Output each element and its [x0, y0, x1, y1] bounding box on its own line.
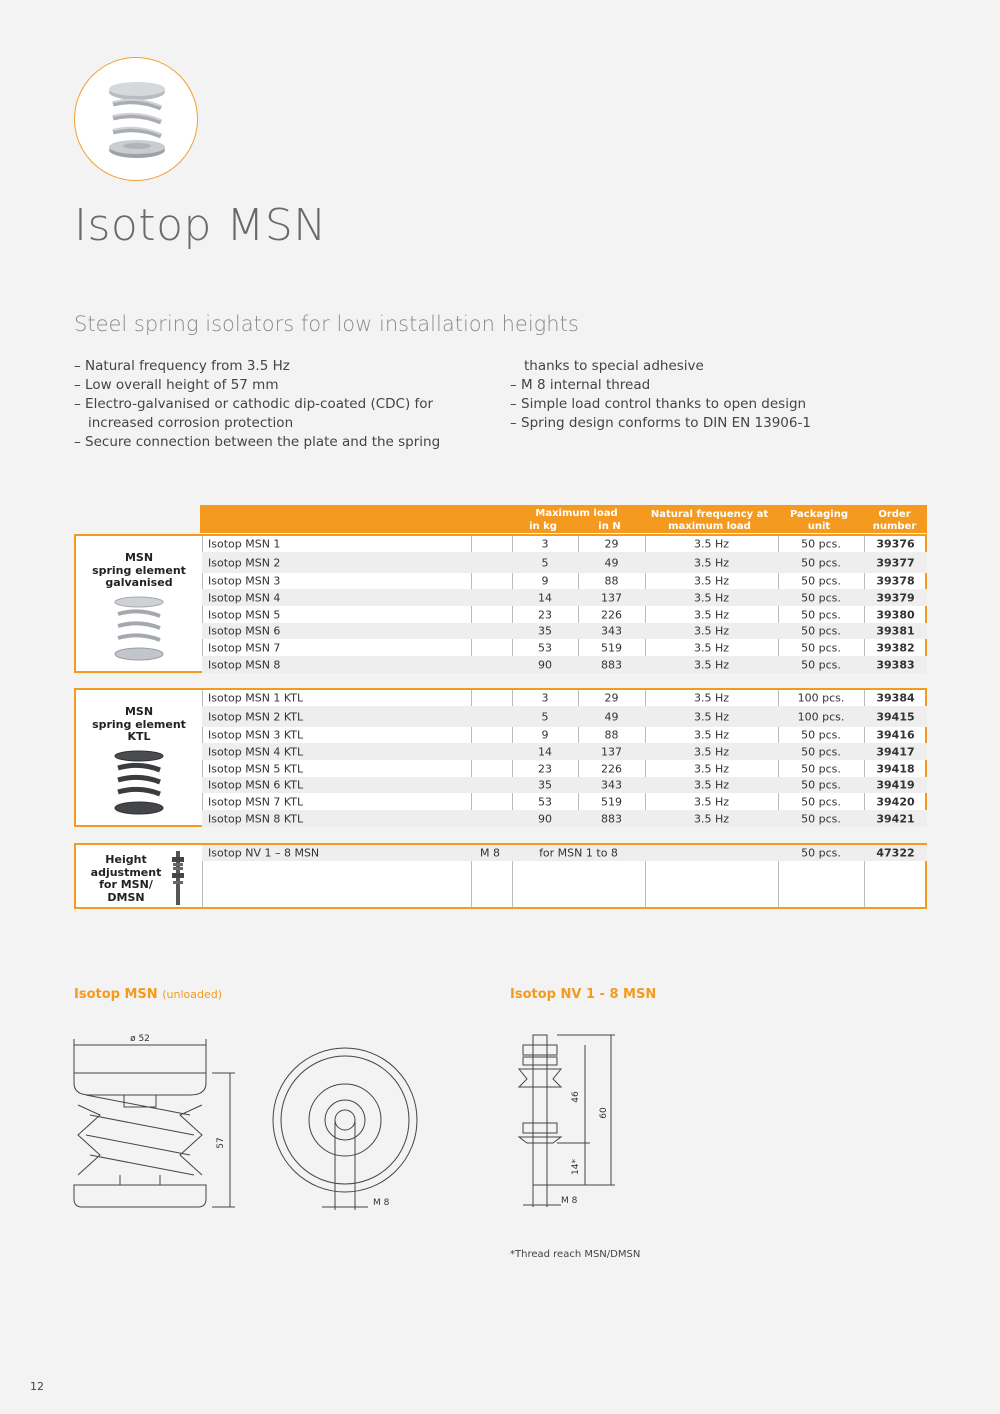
cell-name: Isotop MSN 7 KTL	[208, 795, 304, 808]
cell-pack: 50 pcs.	[801, 624, 841, 638]
cell-pack: 50 pcs.	[801, 608, 841, 621]
feature-item: – Low overall height of 57 mm	[74, 377, 279, 393]
table-row	[202, 690, 927, 706]
header-in-kg: in kg	[529, 521, 557, 532]
cell-kg: 14	[538, 745, 552, 758]
cell-pack: 50 pcs.	[801, 795, 841, 808]
cell-pack: 50 pcs.	[801, 556, 841, 569]
table-row	[202, 727, 927, 743]
cell-kg: 53	[538, 641, 552, 654]
cell-name: Isotop MSN 2 KTL	[208, 710, 304, 723]
cell-pack: 50 pcs.	[801, 778, 841, 792]
page-title: Isotop MSN	[74, 200, 327, 251]
header-nat-freq-1: Natural frequency at	[650, 509, 769, 520]
cell-name: Isotop MSN 4 KTL	[208, 745, 304, 758]
cell-n: 137	[601, 591, 622, 604]
group-label-line: for MSN/	[99, 878, 153, 891]
cell-name: Isotop MSN 8 KTL	[208, 812, 304, 825]
cell-kg: 35	[538, 778, 552, 792]
table-row	[202, 760, 927, 777]
cell-n: 88	[604, 728, 619, 742]
drawing-left-title-note: (unloaded)	[162, 988, 222, 1001]
table-row	[202, 810, 927, 827]
feature-item: – Secure connection between the plate and the spring	[74, 434, 441, 450]
cell-name: Isotop MSN 2	[208, 556, 281, 569]
cell-name: Isotop MSN 8	[208, 658, 281, 671]
dim-thread: M 8	[561, 1196, 578, 1206]
feature-item: – Spring design conforms to DIN EN 13906-1	[510, 415, 811, 431]
cell-n: 29	[604, 691, 619, 705]
dim-height: 57	[216, 1137, 226, 1149]
table-group-galvanised	[74, 534, 927, 673]
cell-order: 39418	[876, 762, 915, 775]
cell-order: 39419	[876, 778, 915, 792]
cell-order: 39377	[876, 556, 915, 569]
cell-n: 49	[604, 556, 619, 569]
cell-freq: 3.5 Hz	[693, 537, 730, 551]
table-row	[202, 639, 927, 656]
cell-pack: 100 pcs.	[797, 691, 845, 705]
table-header	[200, 505, 927, 533]
table-row	[202, 573, 927, 589]
page-subtitle: Steel spring isolators for low installation heights	[74, 312, 579, 336]
cell-kg: 53	[538, 795, 552, 808]
cell-freq: 3.5 Hz	[693, 591, 730, 604]
group-label-line: DMSN	[107, 890, 145, 904]
feature-item: – Simple load control thanks to open design	[510, 396, 807, 412]
cell-name: Isotop MSN 1 KTL	[208, 691, 304, 705]
cell-freq: 3.5 Hz	[693, 658, 730, 671]
cell-freq: 3.5 Hz	[693, 608, 730, 621]
cell-order: 39383	[876, 658, 915, 671]
page-number: 12	[30, 1380, 44, 1393]
cell-n: 226	[601, 608, 622, 621]
cell-name: Isotop NV 1 – 8 MSN	[208, 846, 320, 860]
header-pack-1: Packaging	[790, 509, 848, 520]
spring-isolator-image	[75, 58, 198, 181]
cell-order: 39416	[876, 728, 915, 742]
table-row	[202, 777, 927, 793]
cell-name: Isotop MSN 7	[208, 641, 281, 654]
cell-kg: 3	[541, 691, 549, 705]
cell-freq: 3.5 Hz	[693, 691, 730, 705]
cell-order: 39380	[876, 608, 915, 621]
dim-46: 46	[571, 1091, 581, 1103]
table-row	[202, 623, 927, 639]
group-label-line: MSN	[124, 705, 154, 718]
cell-pack: 50 pcs.	[801, 762, 841, 775]
cell-n: 29	[604, 537, 619, 551]
cell-pack: 50 pcs.	[801, 812, 841, 825]
table-row	[202, 552, 927, 573]
footnote: *Thread reach MSN/DMSN	[510, 1249, 641, 1260]
cell-pack: 50 pcs.	[801, 728, 841, 742]
cell-n: 883	[601, 658, 622, 671]
cell-n: 519	[601, 795, 622, 808]
cell-n: 226	[601, 762, 622, 775]
table-row	[202, 589, 927, 606]
cell-freq: 3.5 Hz	[693, 556, 730, 569]
technical-drawing-msn	[60, 1025, 440, 1225]
cell-name: Isotop MSN 6 KTL	[208, 778, 304, 792]
features-left	[74, 357, 440, 452]
cell-order: 39381	[876, 624, 915, 638]
threaded-rod-image	[170, 851, 186, 905]
cell-n: 49	[604, 710, 619, 723]
header-in-n: in N	[598, 521, 621, 532]
cell-name: Isotop MSN 5	[208, 608, 281, 621]
feature-item: – Electro-galvanised or cathodic dip-coated (CDC) for	[74, 396, 434, 412]
cell-order: 39415	[876, 710, 915, 723]
feature-item: – M 8 internal thread	[510, 377, 651, 393]
feature-item: thanks to special adhesive	[524, 358, 704, 374]
cell-freq: 3.5 Hz	[693, 762, 730, 775]
cell-n: 343	[601, 778, 622, 792]
cell-name: Isotop MSN 4	[208, 591, 281, 604]
cell-pack: 50 pcs.	[801, 745, 841, 758]
dim-60: 60	[599, 1107, 609, 1119]
table-row	[202, 536, 927, 552]
cell-pack: 50 pcs.	[801, 641, 841, 654]
cell-kg: 90	[538, 658, 552, 671]
cell-order: 39417	[876, 745, 915, 758]
cell-kg: 14	[538, 591, 552, 604]
technical-drawing-nv	[505, 1025, 645, 1225]
cell-n: 137	[601, 745, 622, 758]
table-group-height-adjustment	[74, 843, 927, 909]
group-label	[76, 854, 176, 904]
cell-order: 47322	[876, 846, 915, 860]
header-nat-freq-2: maximum load	[668, 521, 751, 532]
group-label-line: Height	[105, 853, 147, 866]
galvanised-spring-image	[110, 596, 168, 664]
header-order-2: number	[872, 521, 917, 532]
drawing-left-title-text: Isotop MSN	[74, 987, 158, 1002]
group-label	[76, 706, 202, 744]
group-label-line: galvanised	[105, 576, 173, 589]
drawing-left-title	[74, 987, 222, 1002]
cell-order: 39376	[876, 537, 915, 551]
cell-thread: M 8	[480, 846, 500, 860]
cell-kg: 5	[541, 556, 549, 569]
group-label-line: spring element	[92, 563, 186, 577]
cell-name: Isotop MSN 6	[208, 624, 281, 638]
cell-name: Isotop MSN 5 KTL	[208, 762, 304, 775]
dim-diameter: ø 52	[130, 1034, 150, 1044]
cell-kg: 9	[541, 728, 549, 742]
table-row	[202, 706, 927, 727]
header-order-1: Order	[878, 509, 911, 520]
feature-item: increased corrosion protection	[88, 415, 294, 431]
group-label-line: adjustment	[90, 865, 162, 879]
cell-order: 39379	[876, 591, 915, 604]
cell-order: 39378	[876, 574, 915, 588]
cell-kg: 90	[538, 812, 552, 825]
cell-for: for MSN 1 to 8	[539, 846, 618, 860]
product-photo	[74, 57, 198, 181]
cell-pack: 50 pcs.	[801, 658, 841, 671]
cell-freq: 3.5 Hz	[693, 745, 730, 758]
cell-pack: 50 pcs.	[801, 591, 841, 604]
cell-kg: 35	[538, 624, 552, 638]
cell-order: 39420	[876, 795, 915, 808]
cell-kg: 3	[541, 537, 549, 551]
table-row	[202, 743, 927, 760]
cell-order: 39384	[876, 691, 915, 705]
features-right	[510, 357, 811, 433]
table-row	[202, 845, 927, 861]
cell-freq: 3.5 Hz	[693, 710, 730, 723]
cell-kg: 9	[541, 574, 549, 588]
header-max-load: Maximum load	[535, 508, 618, 519]
ktl-spring-image	[110, 750, 168, 818]
table-row	[202, 606, 927, 623]
cell-order: 39421	[876, 812, 915, 825]
feature-item: – Natural frequency from 3.5 Hz	[74, 358, 290, 374]
header-pack-2: unit	[807, 521, 831, 532]
cell-freq: 3.5 Hz	[693, 574, 730, 588]
cell-freq: 3.5 Hz	[693, 728, 730, 742]
cell-n: 343	[601, 624, 622, 638]
cell-freq: 3.5 Hz	[693, 778, 730, 792]
cell-pack: 50 pcs.	[801, 846, 841, 860]
cell-n: 519	[601, 641, 622, 654]
cell-pack: 100 pcs.	[797, 710, 845, 723]
cell-kg: 23	[538, 762, 552, 775]
dim-thread: M 8	[373, 1198, 390, 1208]
group-label	[76, 552, 202, 590]
cell-n: 88	[604, 574, 619, 588]
cell-name: Isotop MSN 3	[208, 574, 281, 588]
table-row	[202, 656, 927, 673]
group-label-line: spring element	[92, 717, 186, 731]
table-group-ktl	[74, 688, 927, 827]
cell-freq: 3.5 Hz	[693, 812, 730, 825]
cell-n: 883	[601, 812, 622, 825]
dim-14: 14*	[571, 1159, 581, 1175]
cell-pack: 50 pcs.	[801, 574, 841, 588]
group-label-line: KTL	[127, 730, 151, 743]
group-label-line: MSN	[124, 551, 154, 564]
cell-pack: 50 pcs.	[801, 537, 841, 551]
cell-order: 39382	[876, 641, 915, 654]
cell-name: Isotop MSN 1	[208, 537, 281, 551]
cell-kg: 5	[541, 710, 549, 723]
drawing-right-title: Isotop NV 1 - 8 MSN	[510, 987, 657, 1002]
cell-name: Isotop MSN 3 KTL	[208, 728, 304, 742]
cell-freq: 3.5 Hz	[693, 795, 730, 808]
cell-kg: 23	[538, 608, 552, 621]
table-row	[202, 793, 927, 810]
cell-freq: 3.5 Hz	[693, 641, 730, 654]
cell-freq: 3.5 Hz	[693, 624, 730, 638]
